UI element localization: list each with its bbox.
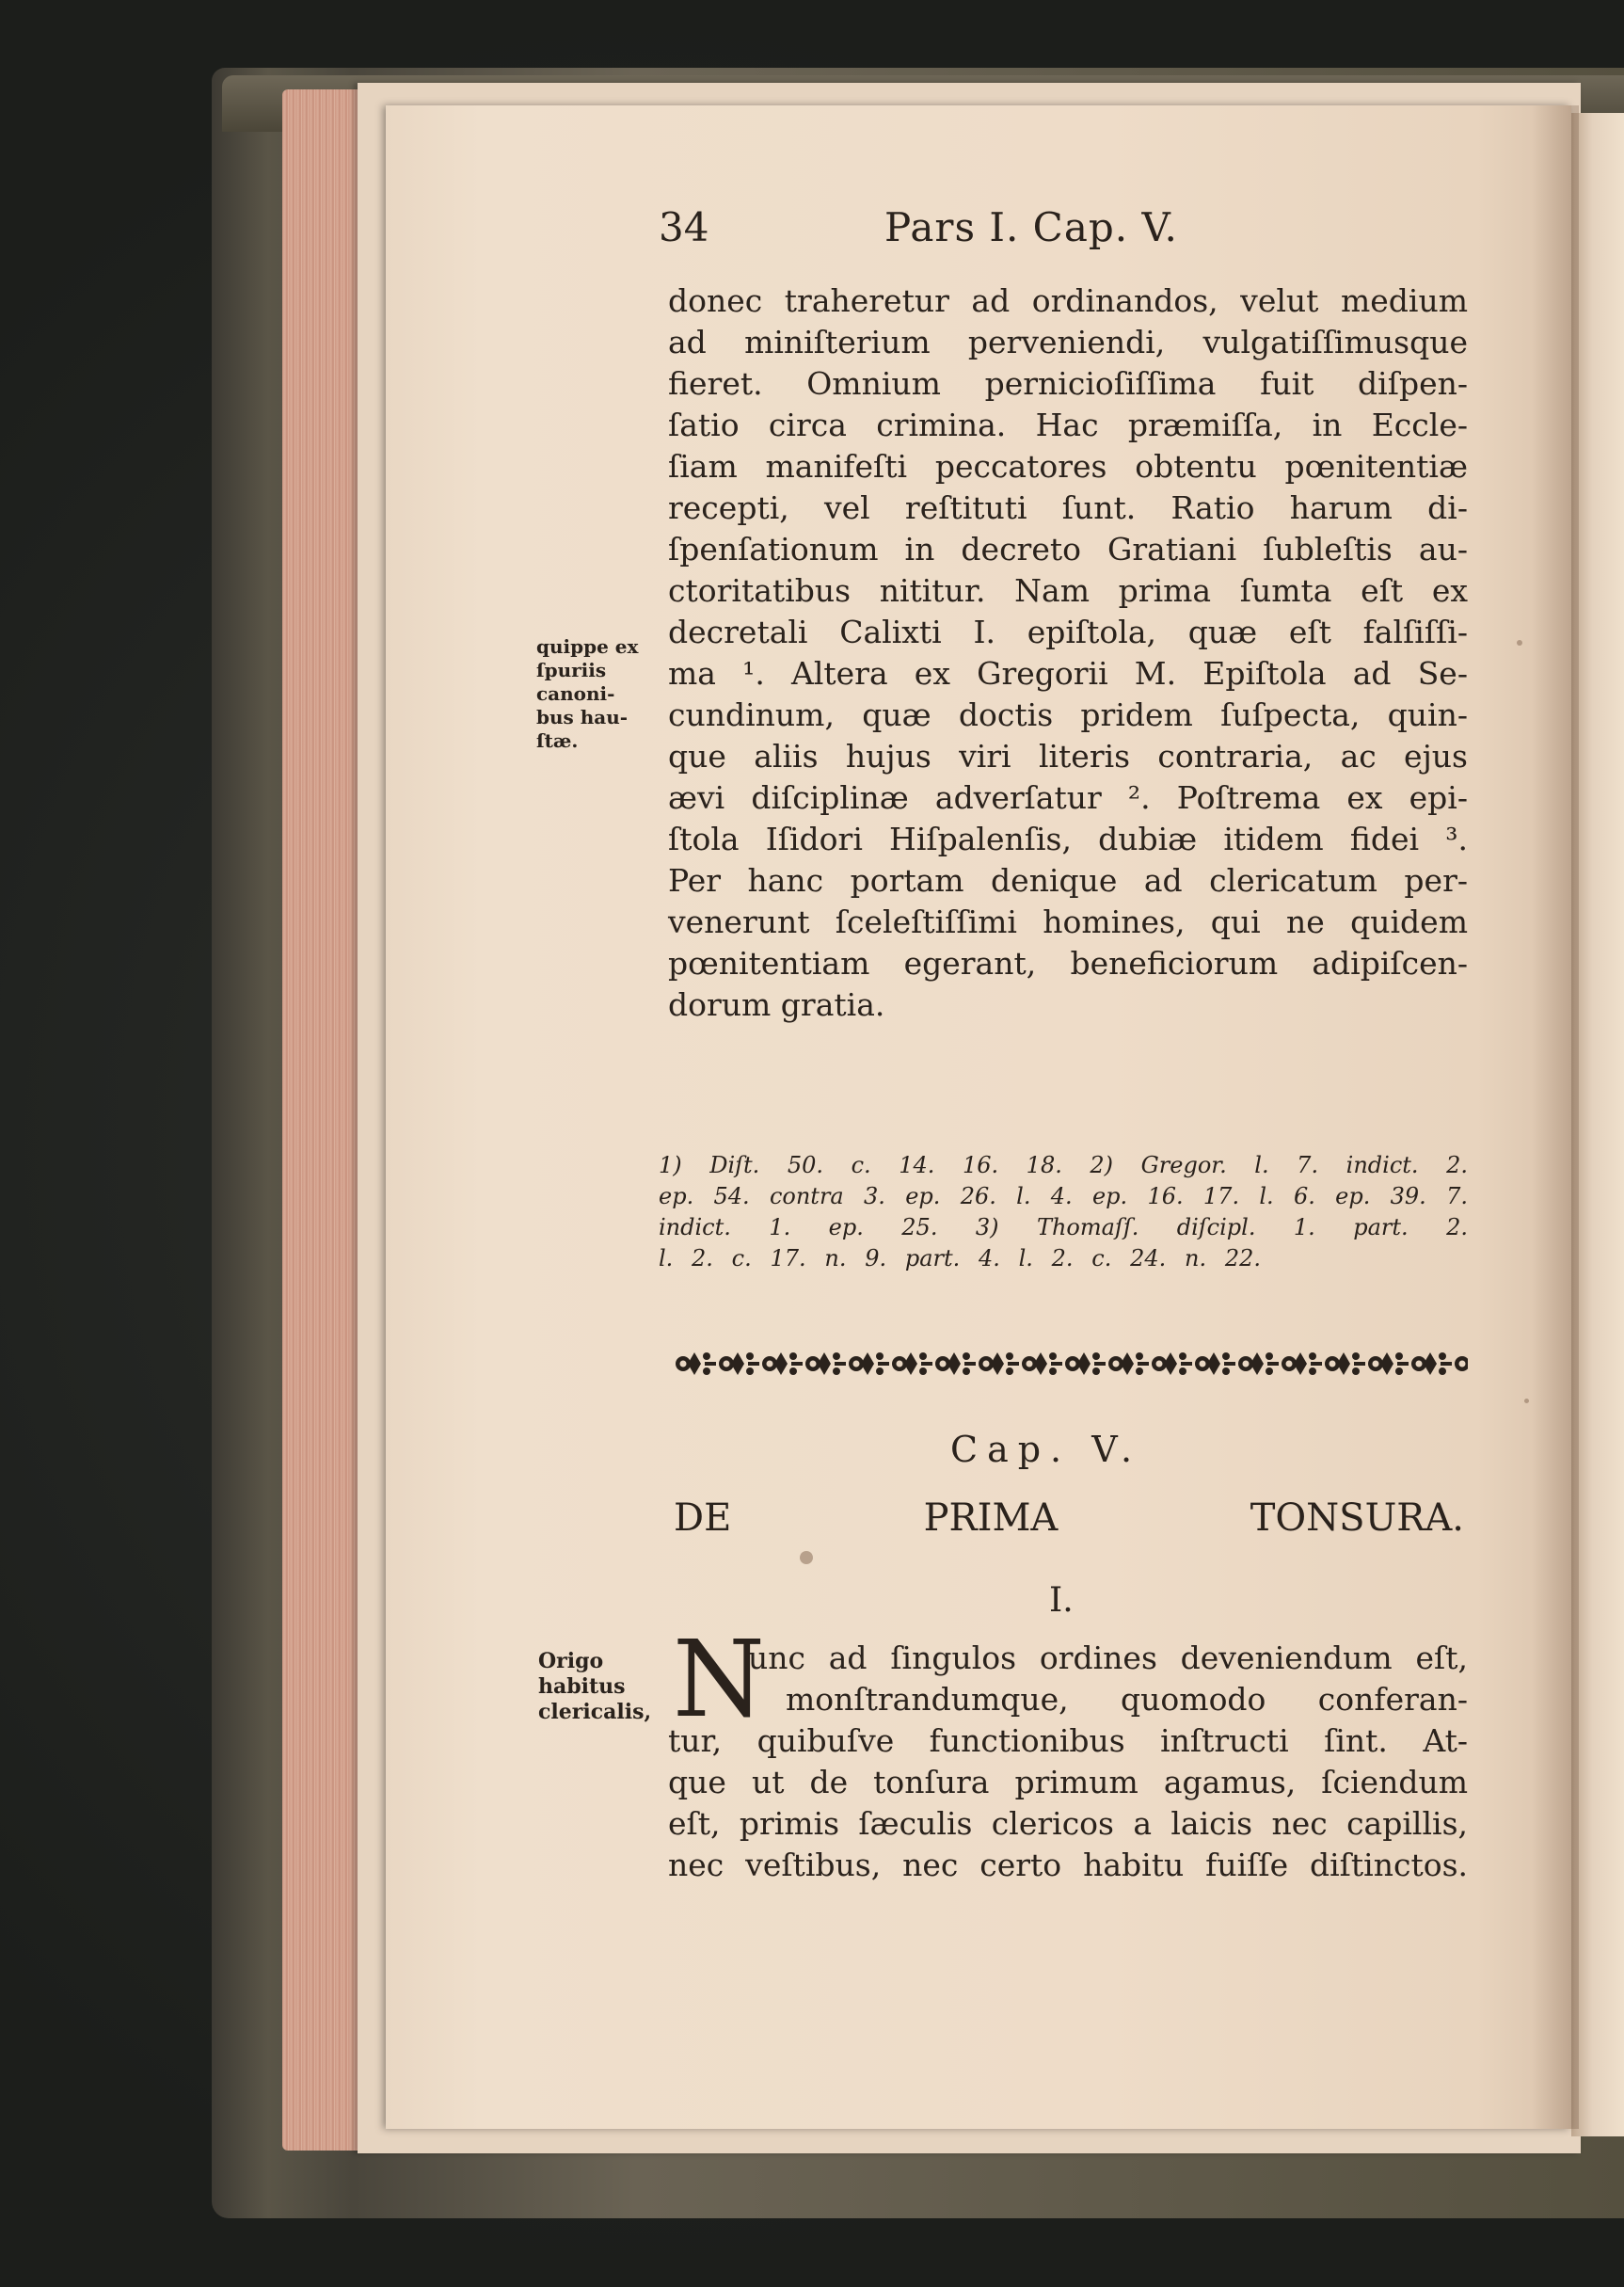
- margin-note-line: habitus: [538, 1674, 626, 1699]
- text-line: nec veſtibus, nec certo habitu fuiſſe diſtinctos.: [668, 1847, 1468, 1883]
- chapter-title: DE PRIMA TONSURA.: [674, 1496, 1464, 1540]
- text-line: que ut de tonſura primum agamus, ſciendum: [668, 1764, 1468, 1800]
- running-head: [659, 204, 1317, 261]
- margin-note-line: quippe ex: [536, 635, 639, 658]
- foxing-spot: [1524, 1399, 1529, 1403]
- text-line: venerunt ſceleſtiſſimi homines, qui ne quidem: [668, 904, 1468, 940]
- margin-note-1: [536, 635, 638, 753]
- footnote-line: ep. 54. contra 3. ep. 26. l. 4. ep. 16. 17. l. 6. ep. 39. 7.: [659, 1183, 1468, 1209]
- margin-note-2: [538, 1649, 651, 1725]
- foxing-spot: [800, 1551, 813, 1564]
- facing-page-edge: [1571, 113, 1624, 2136]
- text-line: dorum gratia.: [668, 986, 885, 1023]
- running-title: Pars I. Cap. V.: [884, 204, 1178, 250]
- margin-note-line: ſpuriis: [536, 659, 607, 681]
- text-line: ſiam manifeſti peccatores obtentu pœnitentiæ: [668, 448, 1468, 485]
- chapter-label: Cap. V.: [950, 1429, 1142, 1470]
- margin-note-line: clericalis,: [538, 1700, 652, 1724]
- margin-note-line: ſtæ.: [536, 729, 579, 752]
- page-number: 34: [659, 204, 709, 250]
- margin-note-line: Origo: [538, 1649, 604, 1673]
- text-line: ſatio circa crimina. Hac præmiſſa, in Eccle-: [668, 407, 1468, 443]
- text-line: Per hanc portam denique ad clericatum per-: [668, 862, 1468, 899]
- margin-note-line: canoni-: [536, 682, 615, 705]
- text-line: ctoritatibus nititur. Nam prima ſumta eſt ex: [668, 572, 1468, 609]
- section-number: I.: [1049, 1581, 1074, 1620]
- text-line: pœnitentiam egerant, beneficiorum adipiſcen-: [668, 945, 1468, 982]
- text-line: ſtola Iſidori Hiſpalenſis, dubiæ itidem fidei ³.: [668, 821, 1468, 857]
- text-line: ad miniſterium perveniendi, vulgatiſſimusque: [668, 324, 1468, 360]
- text-line: decretali Calixti I. epiſtola, quæ eſt falſiſſi-: [668, 614, 1468, 650]
- drop-cap: N: [673, 1619, 765, 1741]
- gutter-shadow: [1532, 105, 1579, 2129]
- foxing-spot: [1517, 640, 1522, 646]
- text-line: eſt, primis ſæculis clericos a laicis nec capillis,: [668, 1805, 1468, 1842]
- text-line: ævi diſciplinæ adverſatur ². Poſtrema ex epi-: [668, 779, 1468, 816]
- text-line: recepti, vel reſtituti ſunt. Ratio harum di-: [668, 489, 1468, 526]
- text-line: monſtrandumque, quomodo conferan-: [786, 1681, 1468, 1718]
- footnote-line: 1) Diſt. 50. c. 14. 16. 18. 2) Gregor. l. 7. indict. 2.: [659, 1152, 1468, 1178]
- margin-note-line: bus hau-: [536, 706, 629, 728]
- text-line: ma ¹. Altera ex Gregorii M. Epiſtola ad Se-: [668, 655, 1468, 692]
- text-line: unc ad ſingulos ordines deveniendum eſt,: [748, 1639, 1468, 1676]
- text-line: cundinum, quæ doctis pridem ſuſpecta, quin-: [668, 696, 1468, 733]
- text-line: que aliis hujus viri literis contraria, ac ejus: [668, 738, 1468, 775]
- footnote-line: indict. 1. ep. 25. 3) Thomaſſ. diſcipl. 1. part. 2.: [659, 1214, 1468, 1240]
- footnote-line: l. 2. c. 17. n. 9. part. 4. l. 2. c. 24. n. 22.: [659, 1245, 1261, 1271]
- text-line: ſpenſationum in decreto Gratiani ſubleſtis au-: [668, 531, 1468, 568]
- ornamental-rule: [673, 1348, 1468, 1380]
- text-line: tur, quibuſve functionibus inſtructi ſint. At-: [668, 1722, 1468, 1759]
- text-line: donec traheretur ad ordinandos, velut medium: [668, 282, 1468, 319]
- text-line: fieret. Omnium pernicioſiſſima fuit diſpen-: [668, 365, 1468, 402]
